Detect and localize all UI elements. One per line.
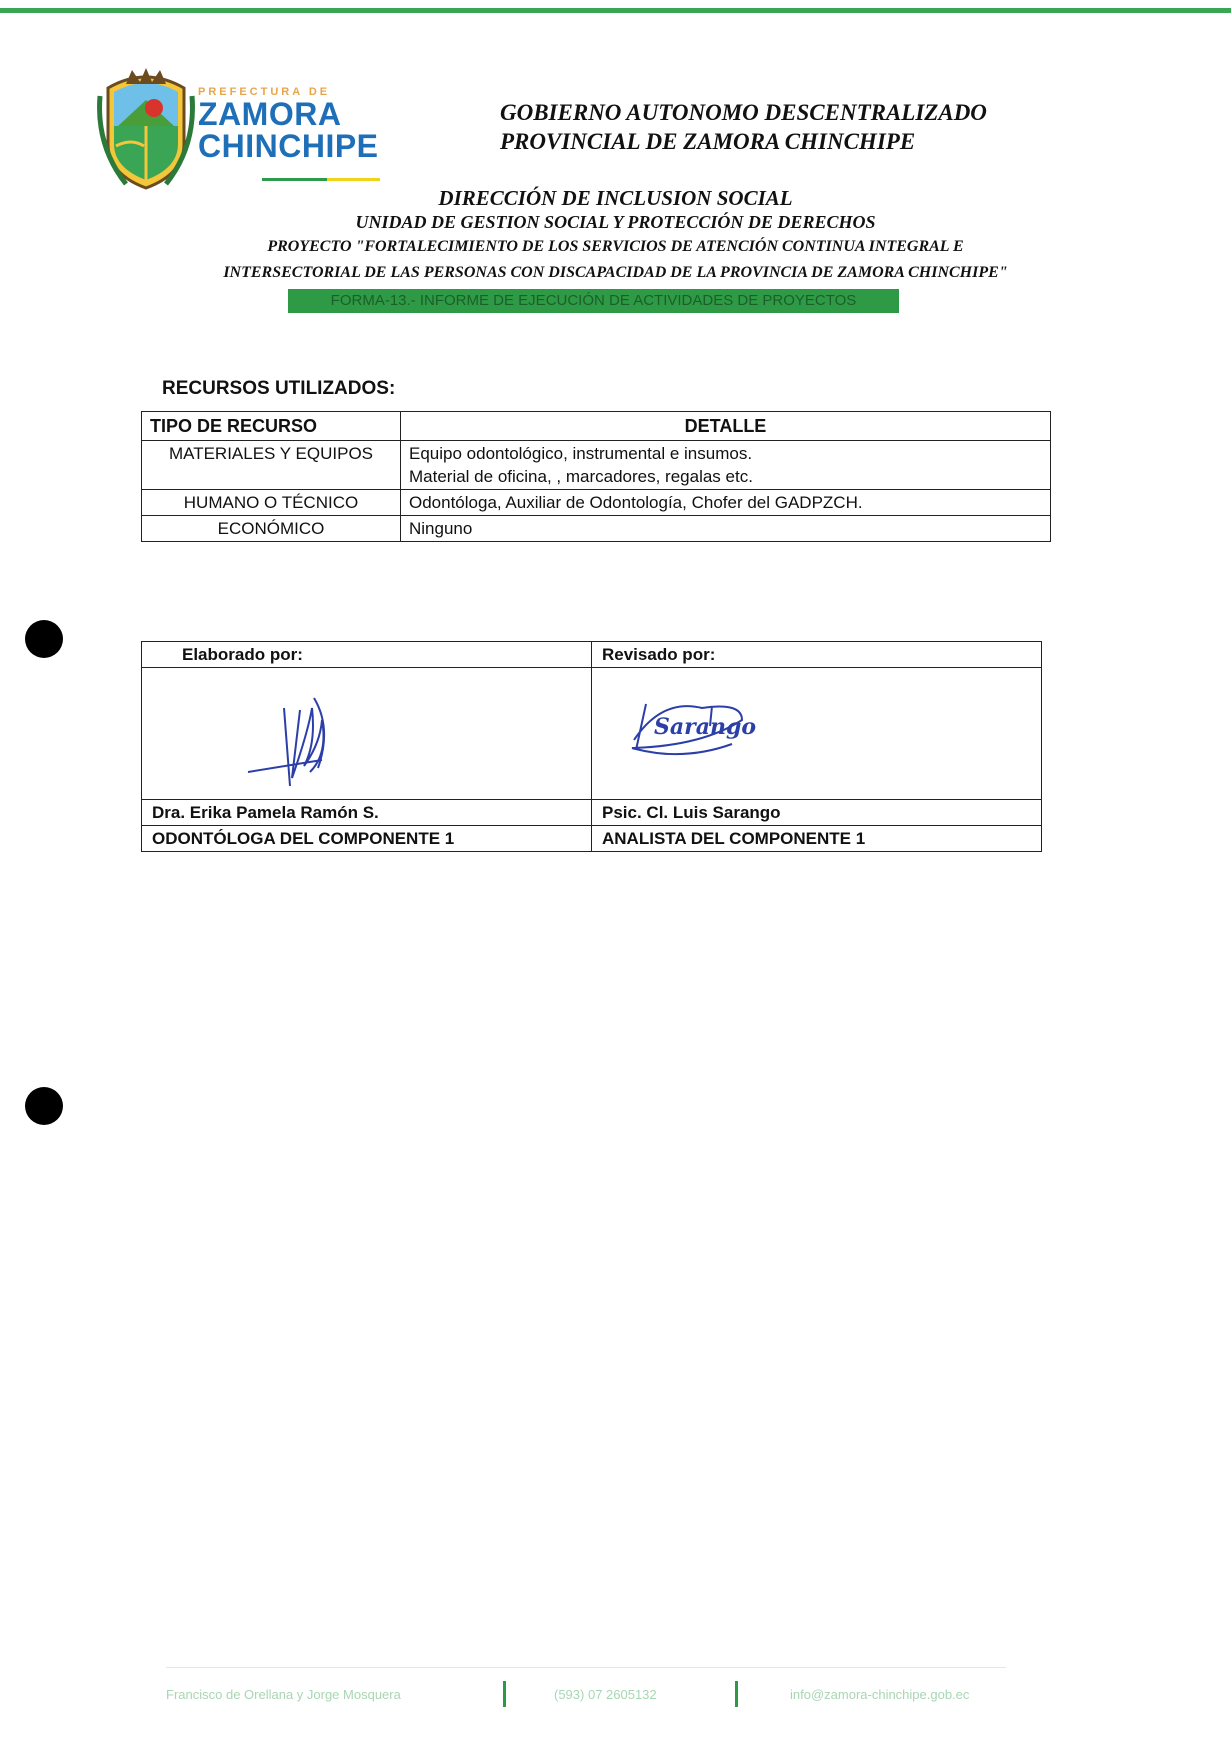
signature-table xyxy=(141,641,1042,852)
punch-hole-bottom xyxy=(25,1087,63,1125)
footer-address: Francisco de Orellana y Jorge Mosquera xyxy=(166,1687,401,1702)
elaborado-label: Elaborado por: xyxy=(142,642,592,668)
recursos-title: RECURSOS UTILIZADOS: xyxy=(162,378,396,399)
table-row xyxy=(142,516,1051,542)
detalle-cell xyxy=(401,441,1051,490)
tipo-cell: HUMANO O TÉCNICO xyxy=(142,490,401,516)
table-row xyxy=(142,441,1051,490)
table-header-row xyxy=(142,412,1051,441)
revisado-signature xyxy=(592,668,1032,792)
elaborado-signature xyxy=(142,668,582,792)
logo-small-text: PREFECTURA DE xyxy=(198,86,331,98)
revisado-signature-cell xyxy=(592,668,1042,800)
footer-separator xyxy=(503,1681,506,1707)
detalle-line: Material de oficina, , marcadores, regalas etc. xyxy=(409,467,753,486)
elaborado-nombre: Dra. Erika Pamela Ramón S. xyxy=(142,800,592,826)
direccion-heading: DIRECCIÓN DE INCLUSION SOCIAL xyxy=(438,186,793,210)
footer-separator xyxy=(735,1681,738,1707)
table-row xyxy=(142,490,1051,516)
footer-phone: (593) 07 2605132 xyxy=(554,1687,657,1702)
detalle-cell: Ninguno xyxy=(401,516,1051,542)
gov-line2: PROVINCIAL DE ZAMORA CHINCHIPE xyxy=(500,129,916,154)
elaborado-signature-cell xyxy=(142,668,592,800)
proyecto-heading-2: INTERSECTORIAL DE LAS PERSONAS CON DISCAPACIDAD DE LA PROVINCIA DE ZAMORA CHINCHIPE" xyxy=(223,264,1008,281)
revisado-signature-text: Sarango xyxy=(654,714,757,740)
col-detalle-header: DETALLE xyxy=(401,412,1051,441)
revisado-label: Revisado por: xyxy=(592,642,1042,668)
footer-email: info@zamora-chinchipe.gob.ec xyxy=(790,1687,970,1702)
logo-line2: CHINCHIPE xyxy=(198,128,379,164)
logo-wordmark xyxy=(198,86,398,162)
unidad-heading: UNIDAD DE GESTION SOCIAL Y PROTECCIÓN DE DERECHOS xyxy=(355,212,876,232)
forma-banner: FORMA-13.- INFORME DE EJECUCIÓN DE ACTIVIDADES DE PROYECTOS xyxy=(288,289,899,313)
tipo-cell: MATERIALES Y EQUIPOS xyxy=(142,441,401,490)
footer-divider xyxy=(166,1667,1006,1668)
top-border xyxy=(0,8,1231,13)
logo-line1: ZAMORA xyxy=(198,96,342,132)
detalle-cell: Odontóloga, Auxiliar de Odontología, Chofer del GADPZCH. xyxy=(401,490,1051,516)
detalle-line: Equipo odontológico, instrumental e insumos. xyxy=(409,444,753,463)
revisado-nombre: Psic. Cl. Luis Sarango xyxy=(592,800,1042,826)
prefectura-logo xyxy=(96,66,196,196)
proyecto-heading-1: PROYECTO "FORTALECIMIENTO DE LOS SERVICIOS DE ATENCIÓN CONTINUA INTEGRAL E xyxy=(267,238,964,255)
revisado-cargo: ANALISTA DEL COMPONENTE 1 xyxy=(592,826,1042,852)
elaborado-cargo: ODONTÓLOGA DEL COMPONENTE 1 xyxy=(142,826,592,852)
tipo-cell: ECONÓMICO xyxy=(142,516,401,542)
recursos-table xyxy=(141,411,1051,542)
gov-line1: GOBIERNO AUTONOMO DESCENTRALIZADO xyxy=(500,100,987,125)
col-tipo-header: TIPO DE RECURSO xyxy=(142,412,401,441)
punch-hole-top xyxy=(25,620,63,658)
gov-title xyxy=(500,98,987,156)
logo-underline xyxy=(262,178,380,181)
